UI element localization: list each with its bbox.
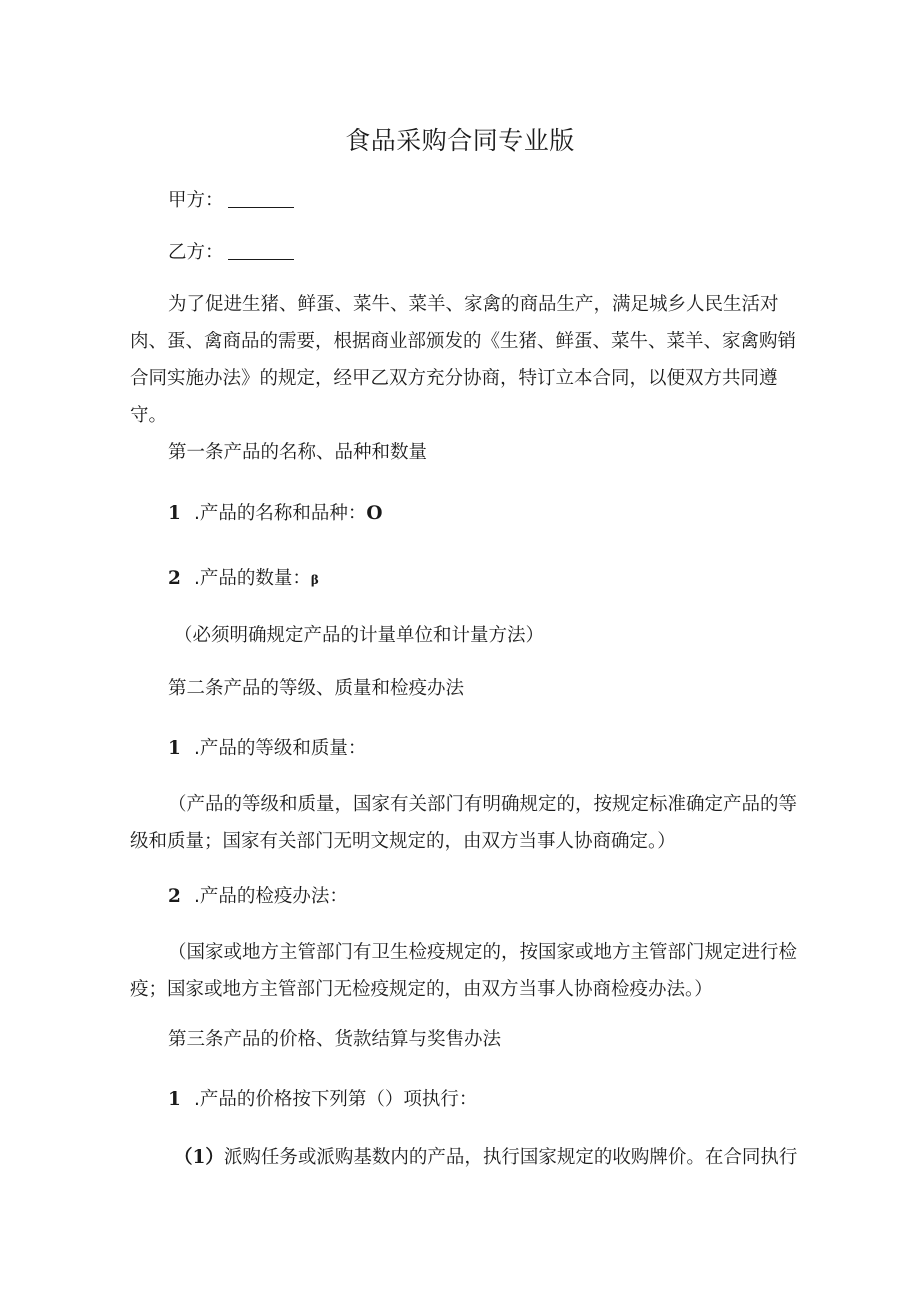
article3-sub1-number: （1）: [174, 1147, 224, 1168]
article3-sub1-text: 派购任务或派购基数内的产品，执行国家规定的收购牌价。在合同执行: [223, 1147, 798, 1168]
article2-heading: 第二条产品的等级、质量和检疫办法: [168, 678, 465, 699]
article2-item2-text: .产品的检疫办法：: [194, 886, 348, 907]
party-a-blank: [228, 189, 294, 208]
article1-item1-mark: O: [366, 503, 383, 524]
article2-item2-number: 2: [168, 886, 181, 907]
article2-item2: [168, 878, 348, 915]
article2-item1-text: .产品的等级和质量：: [194, 738, 367, 759]
document-title: 食品采购合同专业版: [345, 126, 575, 155]
article1-item2: [168, 560, 319, 599]
article3-item1-number: 1: [168, 1089, 181, 1110]
article3-item1-text: .产品的价格按下列第（）项执行：: [194, 1089, 478, 1110]
article3-heading: 第三条产品的价格、货款结算与奖售办法: [168, 1029, 502, 1050]
party-b-blank: [228, 241, 294, 260]
party-b-label: 乙方：: [168, 242, 224, 263]
article2-item2-note: （国家或地方主管部门有卫生检疫规定的，按国家或地方主管部门规定进行检疫；国家或地方主管部门无检疫规定的，由双方当事人协商检疫办法。）: [130, 942, 798, 1000]
article1-item1-text: .产品的名称和品种：: [194, 503, 367, 524]
article2-item1: [168, 730, 366, 767]
article3-sub1: [174, 1139, 797, 1176]
party-a-line: [168, 182, 294, 219]
article1-item2-mark: β: [310, 573, 319, 587]
intro-paragraph: 为了促进生猪、鲜蛋、菜牛、菜羊、家禽的商品生产，满足城乡人民生活对肉、蛋、禽商品的需要，根据商业部颁发的《生猪、鲜蛋、菜牛、菜羊、家禽购销合同实施办法》的规定，经甲乙双方充分协商，特订立本合同，以便双方共同遵守。: [130, 294, 797, 426]
article1-heading: 第一条产品的名称、品种和数量: [168, 442, 428, 463]
party-b-line: [168, 234, 294, 271]
article2-item1-number: 1: [168, 738, 181, 759]
article1-item1-number: 1: [168, 503, 181, 524]
article1-item1: [168, 495, 383, 532]
article3-item1: [168, 1081, 477, 1118]
article1-item2-text: .产品的数量：: [194, 568, 311, 589]
article2-item1-note: （产品的等级和质量，国家有关部门有明确规定的，按规定标准确定产品的等级和质量；国家有关部门无明文规定的，由双方当事人协商确定。）: [130, 794, 798, 852]
article1-note: （必须明确规定产品的计量单位和计量方法）: [174, 625, 545, 646]
article1-item2-number: 2: [168, 568, 181, 589]
party-a-label: 甲方：: [168, 190, 224, 211]
